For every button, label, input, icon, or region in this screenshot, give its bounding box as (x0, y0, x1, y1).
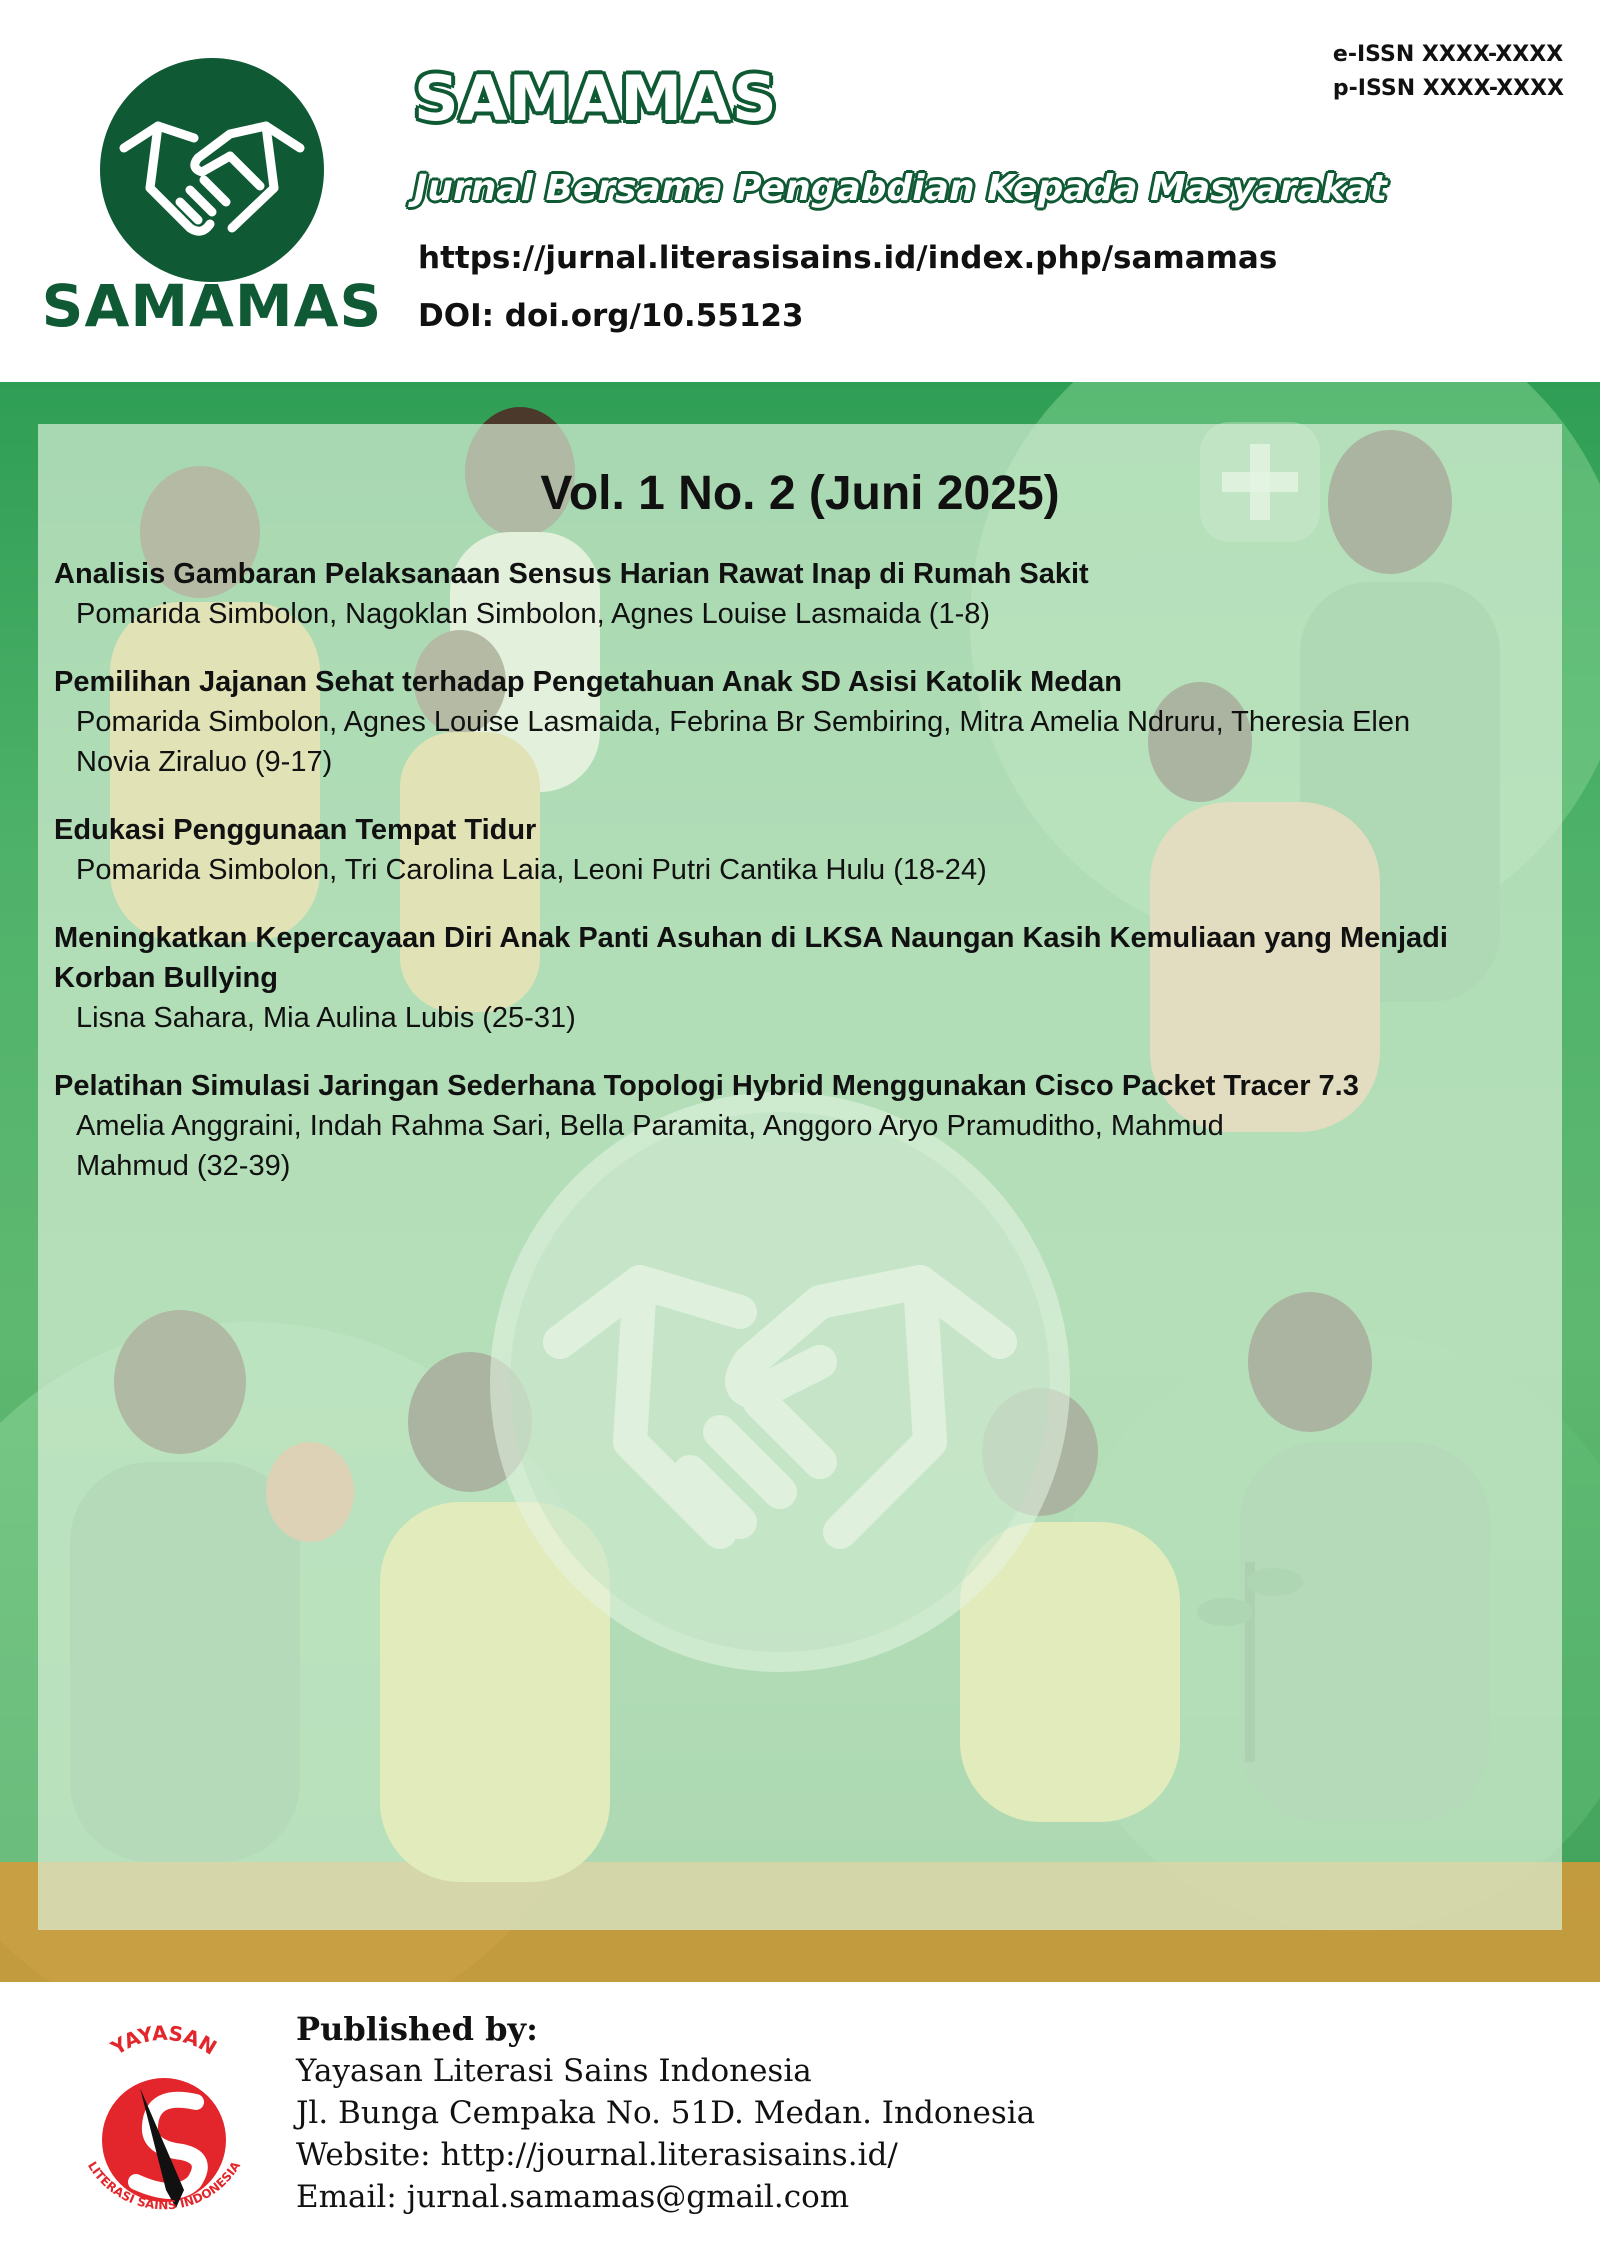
publisher-logo-top-text: YAYASAN (106, 2022, 222, 2060)
article-list (54, 554, 1574, 1214)
e-issn: e-ISSN XXXX-XXXX (1332, 42, 1564, 67)
article-authors: Amelia Anggraini, Indah Rahma Sari, Bella Paramita, Anggoro Aryo Pramuditho, Mahmud Mahmud (32-39) (76, 1110, 1224, 1182)
article-authors: Pomarida Simbolon, Tri Carolina Laia, Leoni Putri Cantika Hulu (18-24) (76, 854, 987, 886)
article-title[interactable]: Edukasi Penggunaan Tempat Tidur (54, 814, 537, 846)
journal-doi: DOI: doi.org/10.55123 (418, 298, 804, 334)
article-item[interactable] (54, 1066, 1574, 1186)
publisher-logo-bottom-text: LITERASI SAINS INDONESIA (84, 2159, 244, 2213)
journal-logo (32, 52, 392, 352)
publisher-heading: Published by: (296, 2010, 538, 2048)
handshake-icon (94, 52, 330, 288)
article-title[interactable]: Analisis Gambaran Pelaksanaan Sensus Harian Rawat Inap di Rumah Sakit (54, 558, 1089, 590)
svg-text:YAYASAN (106, 2022, 221, 2060)
publisher-info (296, 2008, 1035, 2218)
article-authors: Lisna Sahara, Mia Aulina Lubis (25-31) (76, 1002, 576, 1034)
logo-wordmark: SAMAMAS (41, 272, 383, 340)
article-item[interactable] (54, 918, 1574, 1038)
article-item[interactable] (54, 662, 1574, 782)
article-title[interactable]: Pemilihan Jajanan Sehat terhadap Pengetahuan Anak SD Asisi Katolik Medan (54, 666, 1122, 698)
p-issn: p-ISSN XXXX-XXXX (1332, 76, 1564, 101)
publisher-name: Yayasan Literasi Sains Indonesia (296, 2053, 812, 2089)
article-item[interactable] (54, 554, 1574, 634)
publisher-website[interactable]: Website: http://journal.literasisains.id/ (296, 2137, 898, 2173)
article-item[interactable] (54, 810, 1574, 890)
cover-illustration (0, 382, 1600, 1982)
journal-header (0, 0, 1600, 382)
publisher-email[interactable]: Email: jurnal.samamas@gmail.com (296, 2179, 850, 2215)
article-title[interactable]: Meningkatkan Kepercayaan Diri Anak Panti Asuhan di LKSA Naungan Kasih Kemuliaan yang Menjadi Korban Bullying (54, 922, 1448, 994)
publisher-footer (0, 1982, 1600, 2263)
pen-s-logo-icon (64, 2022, 264, 2232)
issn-block (1333, 38, 1564, 106)
article-title[interactable]: Pelatihan Simulasi Jaringan Sederhana Topologi Hybrid Menggunakan Cisco Packet Tracer 7.3 (54, 1070, 1359, 1102)
article-authors: Pomarida Simbolon, Nagoklan Simbolon, Agnes Louise Lasmaida (1-8) (76, 598, 991, 630)
volume-title: Vol. 1 No. 2 (Juni 2025) (540, 467, 1060, 520)
journal-name: SAMAMAS (414, 62, 778, 135)
article-authors: Pomarida Simbolon, Agnes Louise Lasmaida, Febrina Br Sembiring, Mitra Amelia Ndruru, Theresia Elen Novia Ziraluo (9-17) (76, 706, 1411, 778)
journal-url[interactable]: https://jurnal.literasisains.id/index.php/samamas (418, 240, 1278, 276)
publisher-address: Jl. Bunga Cempaka No. 51D. Medan. Indonesia (296, 2095, 1036, 2131)
journal-subtitle: Jurnal Bersama Pengabdian Kepada Masyarakat (414, 168, 1387, 209)
